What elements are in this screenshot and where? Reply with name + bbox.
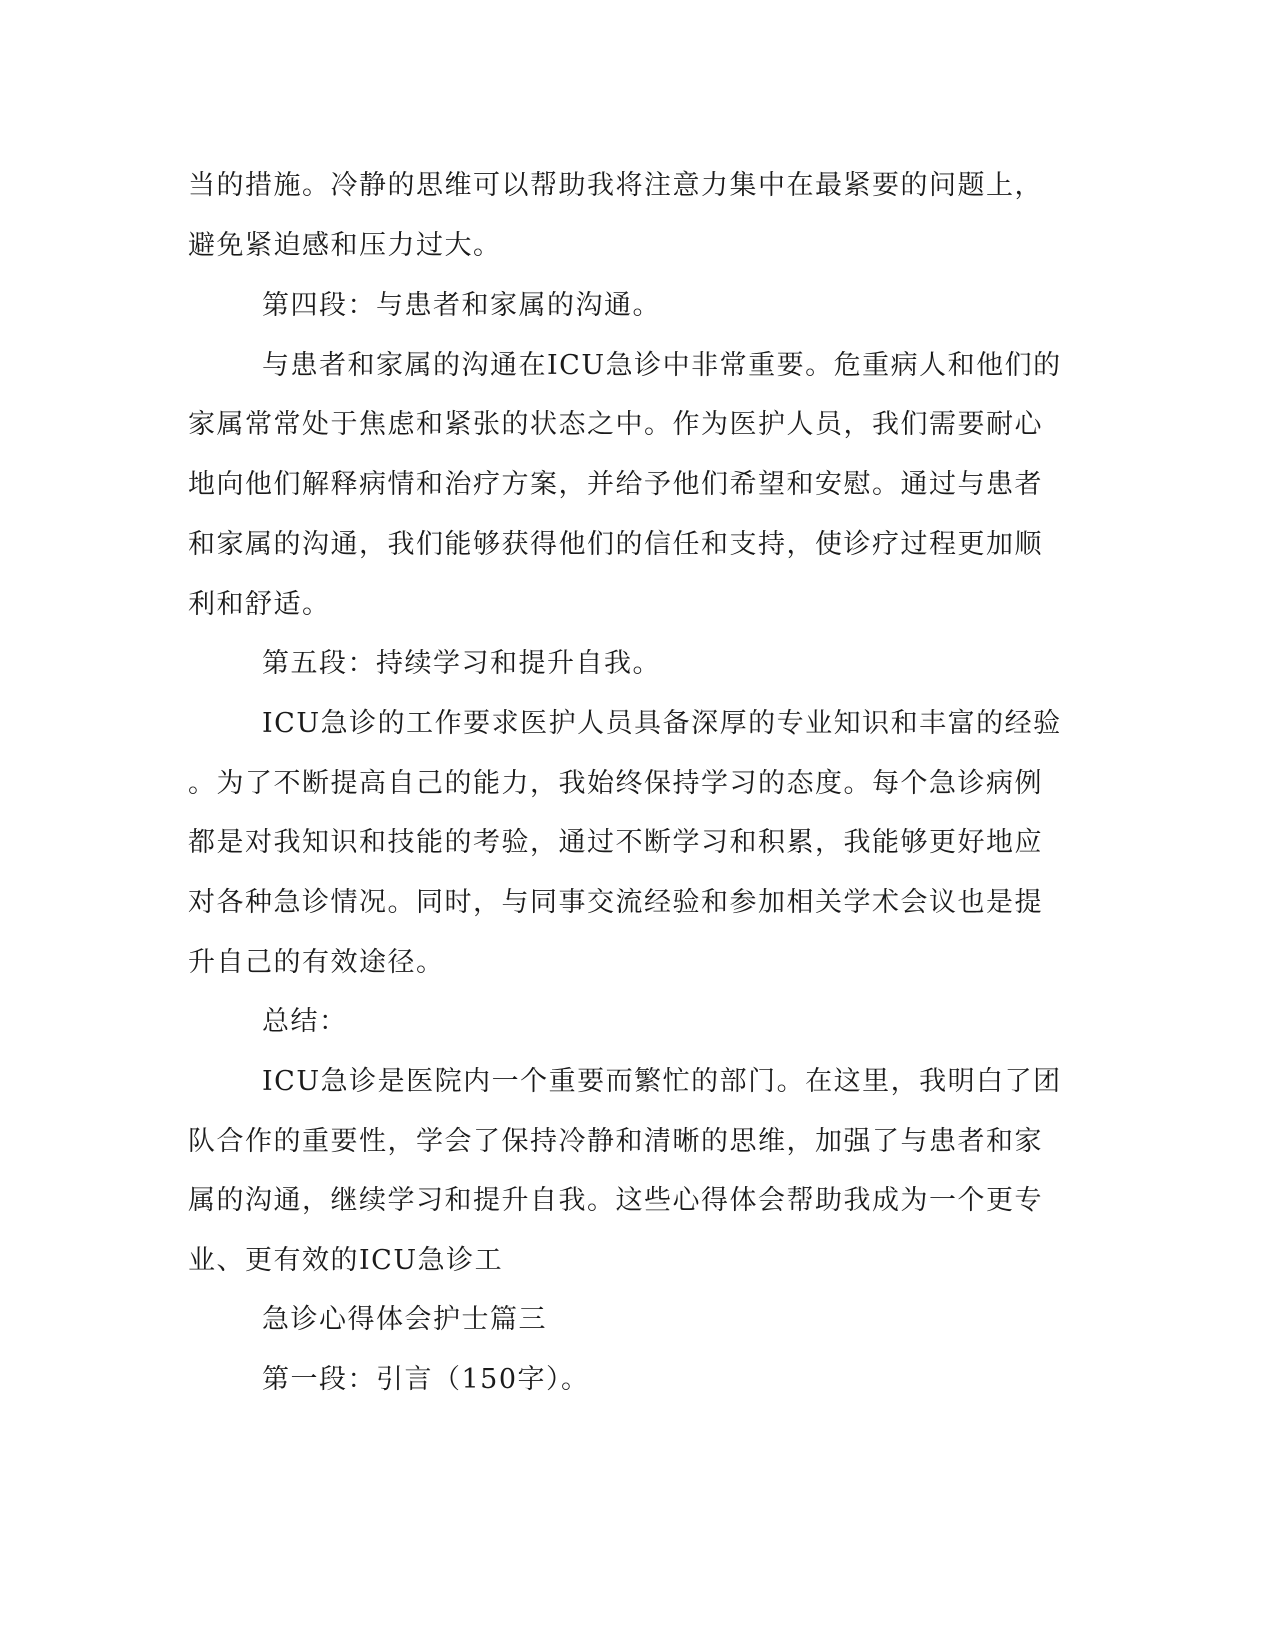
text-line: 家属常常处于焦虑和紧张的状态之中。作为医护人员，我们需要耐心 — [188, 409, 1043, 440]
text-line: 避免紧迫感和压力过大。 — [188, 230, 502, 261]
section-heading-4: 第四段：与患者和家属的沟通。 — [262, 290, 661, 321]
text-line: ICU急诊的工作要求医护人员具备深厚的专业知识和丰富的经验 — [262, 708, 1062, 739]
text-line: 与患者和家属的沟通在ICU急诊中非常重要。危重病人和他们的 — [262, 350, 1062, 381]
summary-heading: 总结： — [262, 1006, 348, 1037]
text-line: 业、更有效的ICU急诊工 — [188, 1245, 504, 1276]
text-line: 都是对我知识和技能的考验，通过不断学习和积累，我能够更好地应 — [188, 827, 1043, 858]
text-line: 和家属的沟通，我们能够获得他们的信任和支持，使诊疗过程更加顺 — [188, 529, 1043, 560]
text-line: 升自己的有效途径。 — [188, 947, 445, 978]
article-title: 急诊心得体会护士篇三 — [262, 1304, 547, 1335]
text-line: 队合作的重要性，学会了保持冷静和清晰的思维，加强了与患者和家 — [188, 1126, 1043, 1157]
text-line: 。为了不断提高自己的能力，我始终保持学习的态度。每个急诊病例 — [188, 768, 1043, 799]
text-line: ICU急诊是医院内一个重要而繁忙的部门。在这里，我明白了团 — [262, 1066, 1062, 1097]
section-heading-1: 第一段：引言（150字）。 — [262, 1364, 590, 1395]
text-line: 对各种急诊情况。同时，与同事交流经验和参加相关学术会议也是提 — [188, 887, 1043, 918]
section-heading-5: 第五段：持续学习和提升自我。 — [262, 648, 661, 679]
text-line: 地向他们解释病情和治疗方案，并给予他们希望和安慰。通过与患者 — [188, 469, 1043, 500]
text-line: 属的沟通，继续学习和提升自我。这些心得体会帮助我成为一个更专 — [188, 1185, 1043, 1216]
text-line: 利和舒适。 — [188, 589, 331, 620]
text-line: 当的措施。冷静的思维可以帮助我将注意力集中在最紧要的问题上， — [188, 170, 1043, 201]
